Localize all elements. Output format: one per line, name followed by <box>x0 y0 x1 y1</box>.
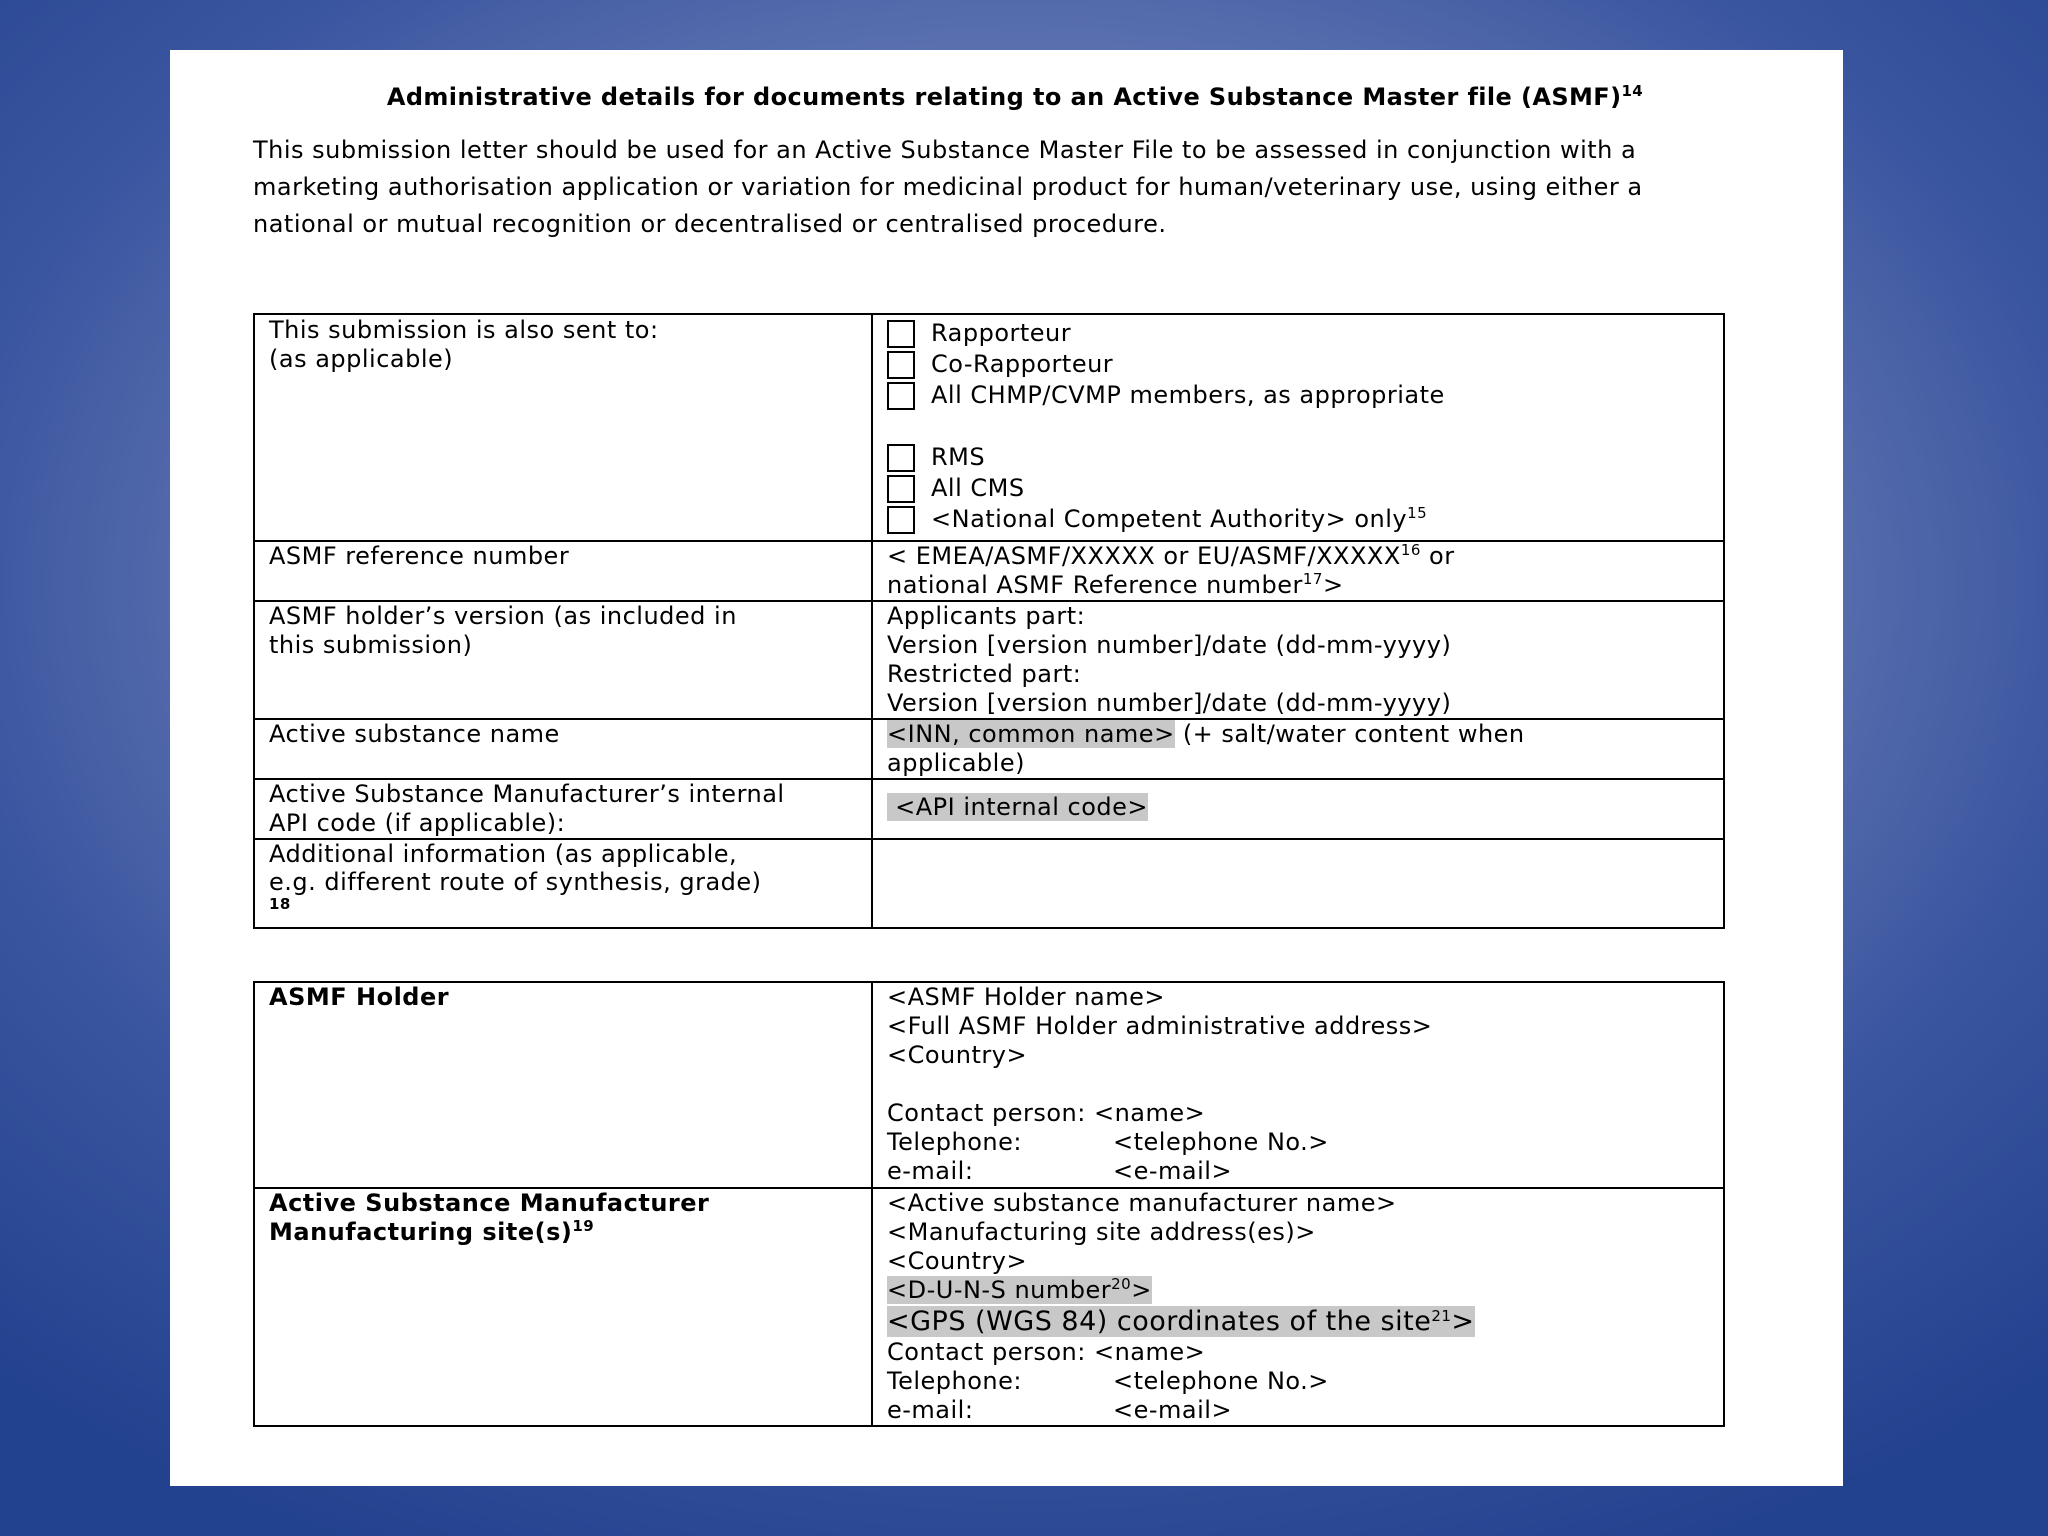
inn-placeholder: <INN, common name> <box>887 720 1175 748</box>
reference-label-cell <box>254 541 872 601</box>
sent-to-options-cell <box>872 314 1724 541</box>
co-rapporteur-checkbox[interactable] <box>887 351 915 379</box>
row-sent-to <box>254 314 1724 541</box>
holder-contact-label: Contact person: <box>887 1099 1094 1127</box>
footnote-ref-17: 17 <box>1302 570 1323 588</box>
duns-suffix: > <box>1131 1276 1152 1304</box>
row-asmf-holder <box>254 982 1724 1188</box>
reference-value-text-2: national ASMF Reference number <box>887 571 1303 599</box>
national-authority-checkbox[interactable] <box>887 506 915 534</box>
rms-label: RMS <box>931 443 986 471</box>
restricted-part-label: Restricted part: <box>887 660 1082 688</box>
holder-address-placeholder: <Full ASMF Holder administrative address> <box>887 1012 1433 1040</box>
national-authority-label <box>931 505 1427 534</box>
document-page <box>170 50 1843 1486</box>
duns-placeholder <box>887 1276 1152 1304</box>
reference-value-suffix-1: or <box>1420 542 1455 570</box>
holder-label-cell <box>254 982 872 1188</box>
intro-paragraph: This submission letter should be used for an Active Substance Master File to be assessed in conjunction with a marketing authorisation application or variation for medicinal product for human/veterinary use, using either a national or mutual recognition or decentralised or centralised procedure. <box>253 136 1643 238</box>
all-chmp-cvmp-label: All CHMP/CVMP members, as appropriate <box>931 381 1445 409</box>
gps-suffix: > <box>1451 1306 1475 1337</box>
gps-text: <GPS (WGS 84) coordinates of the site <box>887 1306 1432 1337</box>
manufacturer-label: Active Substance Manufacturer <box>269 1189 710 1217</box>
national-authority-text: <National Competent Authority> only <box>931 505 1408 533</box>
version-label-cell <box>254 601 872 719</box>
holder-phone-line <box>887 1128 1709 1157</box>
manufacturer-contact-label: Contact person: <box>887 1338 1094 1366</box>
footnote-ref-20: 20 <box>1111 1275 1132 1293</box>
reference-label: ASMF reference number <box>269 542 570 570</box>
footnote-ref-19: 19 <box>572 1217 595 1235</box>
gps-line <box>887 1305 1709 1338</box>
api-code-placeholder: <API internal code> <box>887 793 1149 821</box>
reference-value-text-1: < EMEA/ASMF/XXXXX or EU/ASMF/XXXXX <box>887 542 1401 570</box>
api-code-sublabel: API code (if applicable): <box>269 809 566 837</box>
manufacturing-site-label: Manufacturing site(s) <box>269 1218 573 1246</box>
substance-name-note: (+ salt/water content when <box>1174 720 1525 748</box>
row-additional-info <box>254 839 1724 928</box>
api-code-label: Active Substance Manufacturer’s internal <box>269 780 785 808</box>
sent-to-label-cell <box>254 314 872 541</box>
option-all-chmp-cvmp[interactable] <box>887 380 1709 411</box>
submission-details-table <box>253 313 1725 929</box>
applicants-part-label: Applicants part: <box>887 602 1086 630</box>
holder-country-placeholder: <Country> <box>887 1041 1028 1069</box>
holder-email-label: e-mail: <box>887 1157 974 1185</box>
manufacturer-contact-placeholder: <name> <box>1093 1338 1206 1366</box>
manufacturer-email-placeholder: <e-mail> <box>1113 1396 1233 1424</box>
substance-name-note-2: applicable) <box>887 749 1025 777</box>
footnote-ref-21: 21 <box>1431 1307 1452 1325</box>
option-co-rapporteur[interactable] <box>887 349 1709 380</box>
duns-line <box>887 1276 1709 1305</box>
version-value-cell <box>872 601 1724 719</box>
holder-manufacturer-table <box>253 981 1725 1427</box>
holder-value-cell <box>872 982 1724 1188</box>
rms-checkbox[interactable] <box>887 444 915 472</box>
version-label: ASMF holder’s version (as included in <box>269 602 737 630</box>
option-rapporteur[interactable] <box>887 318 1709 349</box>
document-title-text: Administrative details for documents relating to an Active Substance Master file (ASMF) <box>386 83 1622 111</box>
reference-value-line-2 <box>887 571 1709 600</box>
sent-to-sublabel: (as applicable) <box>269 345 454 373</box>
rapporteur-label: Rapporteur <box>931 319 1072 347</box>
co-rapporteur-label: Co-Rapporteur <box>931 350 1114 378</box>
api-code-label-cell <box>254 779 872 839</box>
gps-placeholder <box>887 1306 1475 1337</box>
row-holder-version <box>254 601 1724 719</box>
applicants-part-version: Version [version number]/date (dd-mm-yyyy) <box>887 631 1452 659</box>
holder-contact-placeholder: <name> <box>1093 1099 1206 1127</box>
document-title <box>280 78 1750 116</box>
manufacturer-label-cell <box>254 1188 872 1426</box>
additional-info-label-cell <box>254 839 872 928</box>
title-footnote-ref: 14 <box>1621 82 1644 100</box>
holder-contact-line <box>887 1099 1709 1128</box>
manufacturer-country-placeholder: <Country> <box>887 1247 1028 1275</box>
manufacturer-value-cell <box>872 1188 1724 1426</box>
manufacturer-name-placeholder: <Active substance manufacturer name> <box>887 1189 1397 1217</box>
holder-phone-label: Telephone: <box>887 1128 1022 1156</box>
footnote-ref-15: 15 <box>1407 504 1428 522</box>
footnote-ref-18: 18 <box>269 895 291 913</box>
reference-value-suffix-2: > <box>1322 571 1344 599</box>
holder-email-placeholder: <e-mail> <box>1113 1157 1233 1185</box>
holder-phone-placeholder: <telephone No.> <box>1113 1128 1329 1156</box>
row-manufacturer <box>254 1188 1724 1426</box>
row-reference-number <box>254 541 1724 601</box>
manufacturer-email-line <box>887 1396 1709 1425</box>
substance-name-label-cell <box>254 719 872 779</box>
additional-info-sublabel: e.g. different route of synthesis, grade) <box>269 868 762 896</box>
manufacturing-site-label-line <box>269 1218 857 1247</box>
holder-email-line <box>887 1157 1709 1186</box>
substance-name-value-cell <box>872 719 1724 779</box>
api-code-value-cell <box>872 779 1724 839</box>
rapporteur-checkbox[interactable] <box>887 320 915 348</box>
option-rms[interactable] <box>887 442 1709 473</box>
manufacturer-contact-line <box>887 1338 1709 1367</box>
row-substance-name <box>254 719 1724 779</box>
restricted-part-version: Version [version number]/date (dd-mm-yyyy) <box>887 689 1452 717</box>
manufacturer-phone-label: Telephone: <box>887 1367 1022 1395</box>
holder-name-placeholder: <ASMF Holder name> <box>887 983 1165 1011</box>
reference-value-line-1 <box>887 542 1709 571</box>
footnote-ref-16: 16 <box>1400 541 1421 559</box>
reference-value-cell <box>872 541 1724 601</box>
all-cms-label: All CMS <box>931 474 1025 502</box>
option-all-cms[interactable] <box>887 473 1709 504</box>
manufacturer-email-label: e-mail: <box>887 1396 974 1424</box>
version-sublabel: this submission) <box>269 631 473 659</box>
holder-label: ASMF Holder <box>269 983 450 1011</box>
site-address-placeholder: <Manufacturing site address(es)> <box>887 1218 1316 1246</box>
row-api-code <box>254 779 1724 839</box>
additional-info-label: Additional information (as applicable, <box>269 840 738 868</box>
substance-name-line-1 <box>887 720 1709 749</box>
all-chmp-cvmp-checkbox[interactable] <box>887 382 915 410</box>
duns-text: <D-U-N-S number <box>887 1276 1112 1304</box>
option-national-authority[interactable] <box>887 504 1709 535</box>
manufacturer-phone-placeholder: <telephone No.> <box>1113 1367 1329 1395</box>
all-cms-checkbox[interactable] <box>887 475 915 503</box>
additional-info-value-cell[interactable] <box>872 839 1724 928</box>
manufacturer-phone-line <box>887 1367 1709 1396</box>
sent-to-label: This submission is also sent to: <box>269 316 659 344</box>
substance-name-label: Active substance name <box>269 720 560 748</box>
